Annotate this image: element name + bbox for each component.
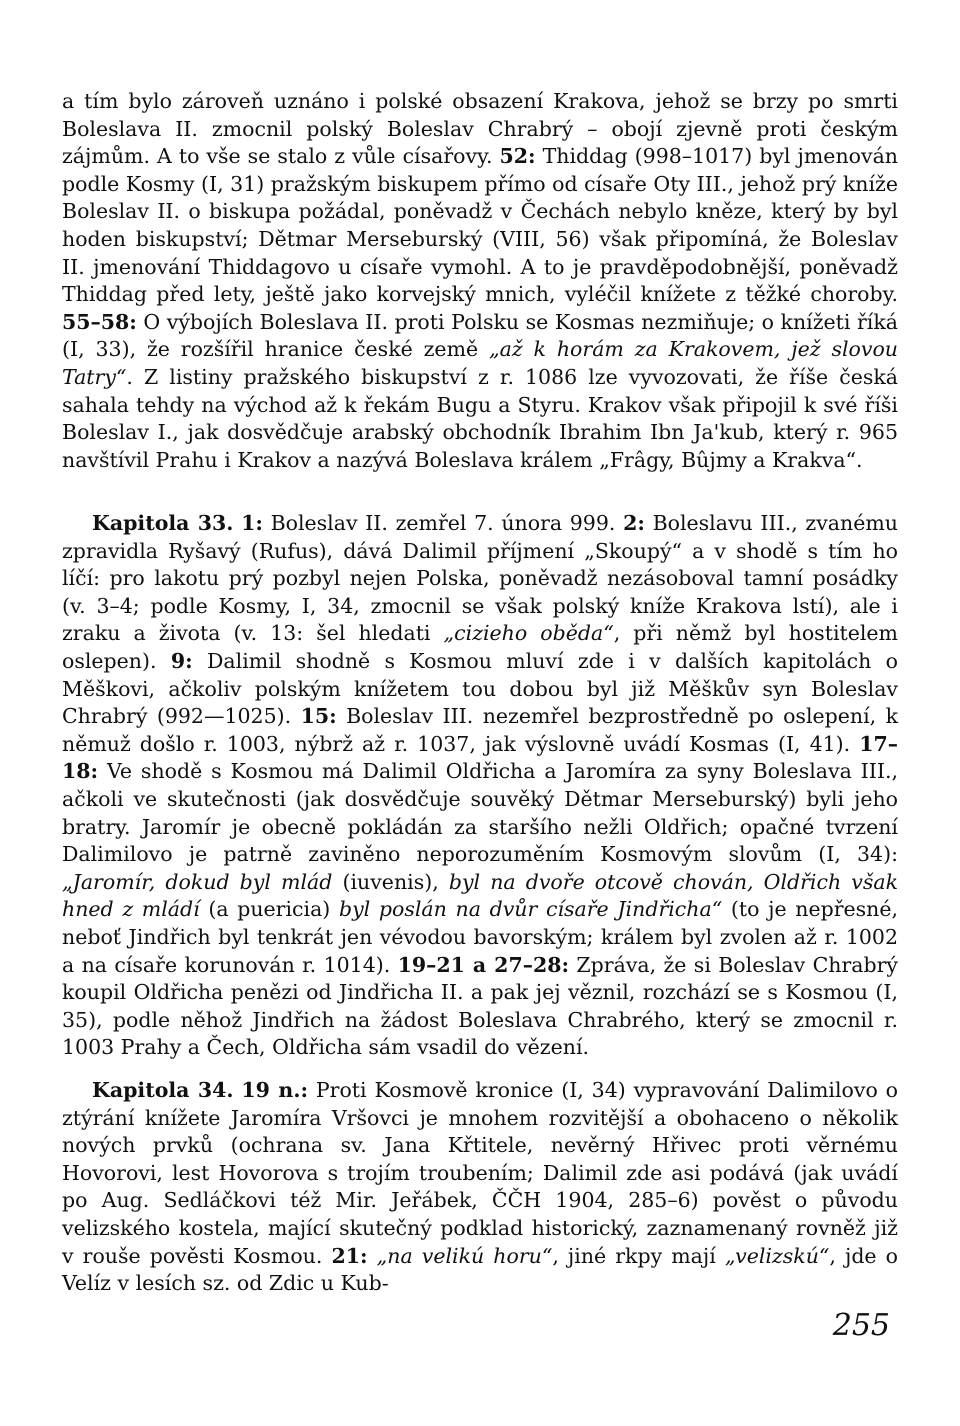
chapter-heading: Kapitola 34. (92, 1078, 234, 1102)
quotation: „cizieho oběda“ (443, 621, 614, 646)
quotation: „na velikú horu“ (376, 1243, 553, 1268)
text: , jiné rkpy mají (552, 1243, 725, 1268)
text: Boleslav III. nezemřel bezprostředně po oslepení, k němuž došlo r. 1003, nýbrž až r. 1037, jak výslovně uvádí Kosmas (I, 41). (62, 704, 898, 756)
verse-marker: 17–18: (62, 731, 898, 784)
verse-marker: 19 n.: (241, 1078, 309, 1102)
text: (to je nepřesné, neboť Jindřich byl tenkrát jen vévodou bavorským; králem byl zvolen až r. 1002 a na císaře korunován r. 1014). (62, 897, 898, 977)
text: a tím bylo zároveň uznáno i polské obsazení Krakova, jehož se brzy po smrti Boleslava II. zmocnil polský Boleslav Chrabrý – obojí zjevně proti českým zájmům. A to vše se stalo z vůle císařovy. (62, 89, 898, 169)
paragraph-continued (62, 88, 898, 474)
verse-marker: 55–58: (62, 309, 137, 334)
chapter-33-section (62, 510, 898, 1062)
verse-marker: 52: (499, 144, 536, 169)
text: Boleslav II. zemřel 7. února 999. (262, 511, 624, 535)
chapter-33-paragraph (62, 510, 898, 1062)
verse-marker: 21: (331, 1243, 368, 1268)
text: , při němž byl hostitelem oslepen). (62, 621, 898, 673)
page-number: 255 (832, 1308, 890, 1343)
text: Dalimil shodně s Kosmou mluví zde i v dalších kapitolách o Měškovi, ačkoliv polským knížetem tou dobou byl již Měškův syn Boleslav Chrabrý (992—1025). (62, 648, 898, 729)
text: . Z listiny pražského biskupství z r. 1086 lze vyvozovati, že říše česká sahala tehdy na východ až k řekám Bugu a Styru. Krakov však připojil k své říši Boleslav I., jak dosvědčuje arabský obchodník Ibrahim Ibn Ja'kub, který r. 965 navštívil Prahu i Krakov a nazývá Boleslava králem „Frâgy, Bûjmy a Krakva“. (62, 364, 898, 472)
verse-marker: 9: (170, 648, 193, 673)
verse-marker: 15: (300, 704, 337, 729)
chapter-34-section (62, 1077, 898, 1298)
verse-marker: 2: (623, 511, 645, 535)
text: (iuvenis), (332, 869, 449, 894)
chapter-34-paragraph (62, 1077, 898, 1298)
text: (a puericia) (199, 897, 339, 922)
text: O výbojích Boleslava II. proti Polsku se Kosmas nezmiňuje; o knížeti říká (I, 33), že rozšířil hranice české země (62, 309, 898, 362)
text: Boleslavu III., zvanému zpravidla Ryšavý (Rufus), dává Dalimil příjmení „Skoupý“ a v shodě s tím ho líčí: pro lakotu prý pozbyl nejen Polska, poněvadž nezásoboval tamní posádky (v. 3–4; podle Kosmy, I, 34, zmocnil se však polský kníže Krakova lstí), ale i zraku a života (v. 13: šel hledati (62, 511, 898, 646)
quotation: byl na dvoře otcově chován, Oldřich však hned z mládí (62, 869, 899, 922)
verse-marker: 1: (241, 511, 263, 535)
text (368, 1244, 377, 1268)
quotation: byl poslán na dvůr císaře Jindřicha“ (338, 897, 723, 922)
verse-marker: 19–21 a 27–28: (397, 952, 570, 977)
quotation: „velizskú“ (724, 1243, 830, 1268)
quotation: „Jaromír, dokud byl mlád (62, 869, 333, 894)
quotation: „až k horám za Krakovem, jež slovou Tatry“ (62, 337, 899, 389)
chapter-heading: Kapitola 33. (92, 511, 234, 535)
text: Proti Kosmově kronice (I, 34) vypravování Dalimilovo o ztýrání knížete Jaromíra Vršovci je mnohem rozvitější a obohaceno o několik nových prvků (ochrana sv. Jana Křtitele, nevěrný Hřivec proti věrnému Hovorovi, lest Hovorova s trojím troubením; Dalimil zde asi podává (jak uvádí po Aug. Sedláčkovi též Mir. Jeřábek, ČČH 1904, 285–6) pověst o původu velizského kostela, mající skutečný podklad historický, zaznamenaný rovněž již v rouše pověsti Kosmou. (62, 1078, 898, 1268)
text: Thiddag (998–1017) byl jmenován podle Kosmy (I, 31) pražským biskupem přímo od císaře Oty III., jehož prý kníže Boleslav II. o biskupa požádal, poněvadž v Čechách nebylo kněze, který by byl hoden biskupství; Dětmar Merseburský (VIII, 56) však připomíná, že Boleslav II. jmenování Thiddagovo u císaře vymohl. A to je pravděpodobnější, poněvadž Thiddag před lety, ještě jako korvejský mnich, vyléčil knížete z těžké choroby. (62, 144, 898, 307)
text: , jde o Velíz v lesích sz. od Zdic u Kub- (62, 1243, 898, 1296)
text: Zpráva, že si Boleslav Chrabrý koupil Oldřicha penězi od Jindřicha II. a pak jej věznil, rozchází se s Kosmou (I, 35), podle něhož Jindřich na žádost Boleslava Chrabrého, který se zmocnil r. 1003 Prahy a Čech, Oldřicha sám vsadil do vězení. (62, 952, 898, 1060)
text: Ve shodě s Kosmou má Dalimil Oldřicha a Jaromíra za syny Boleslava III., ačkoli ve skutečnosti (jak dosvědčuje souvěký Dětmar Merseburský) byli jeho bratry. Jaromír je obecně pokládán za staršího nežli Oldřich; opačné tvrzení Dalimilovo je patrně zaviněno neporozuměním Kosmovým slovům (I, 34): (62, 759, 898, 867)
